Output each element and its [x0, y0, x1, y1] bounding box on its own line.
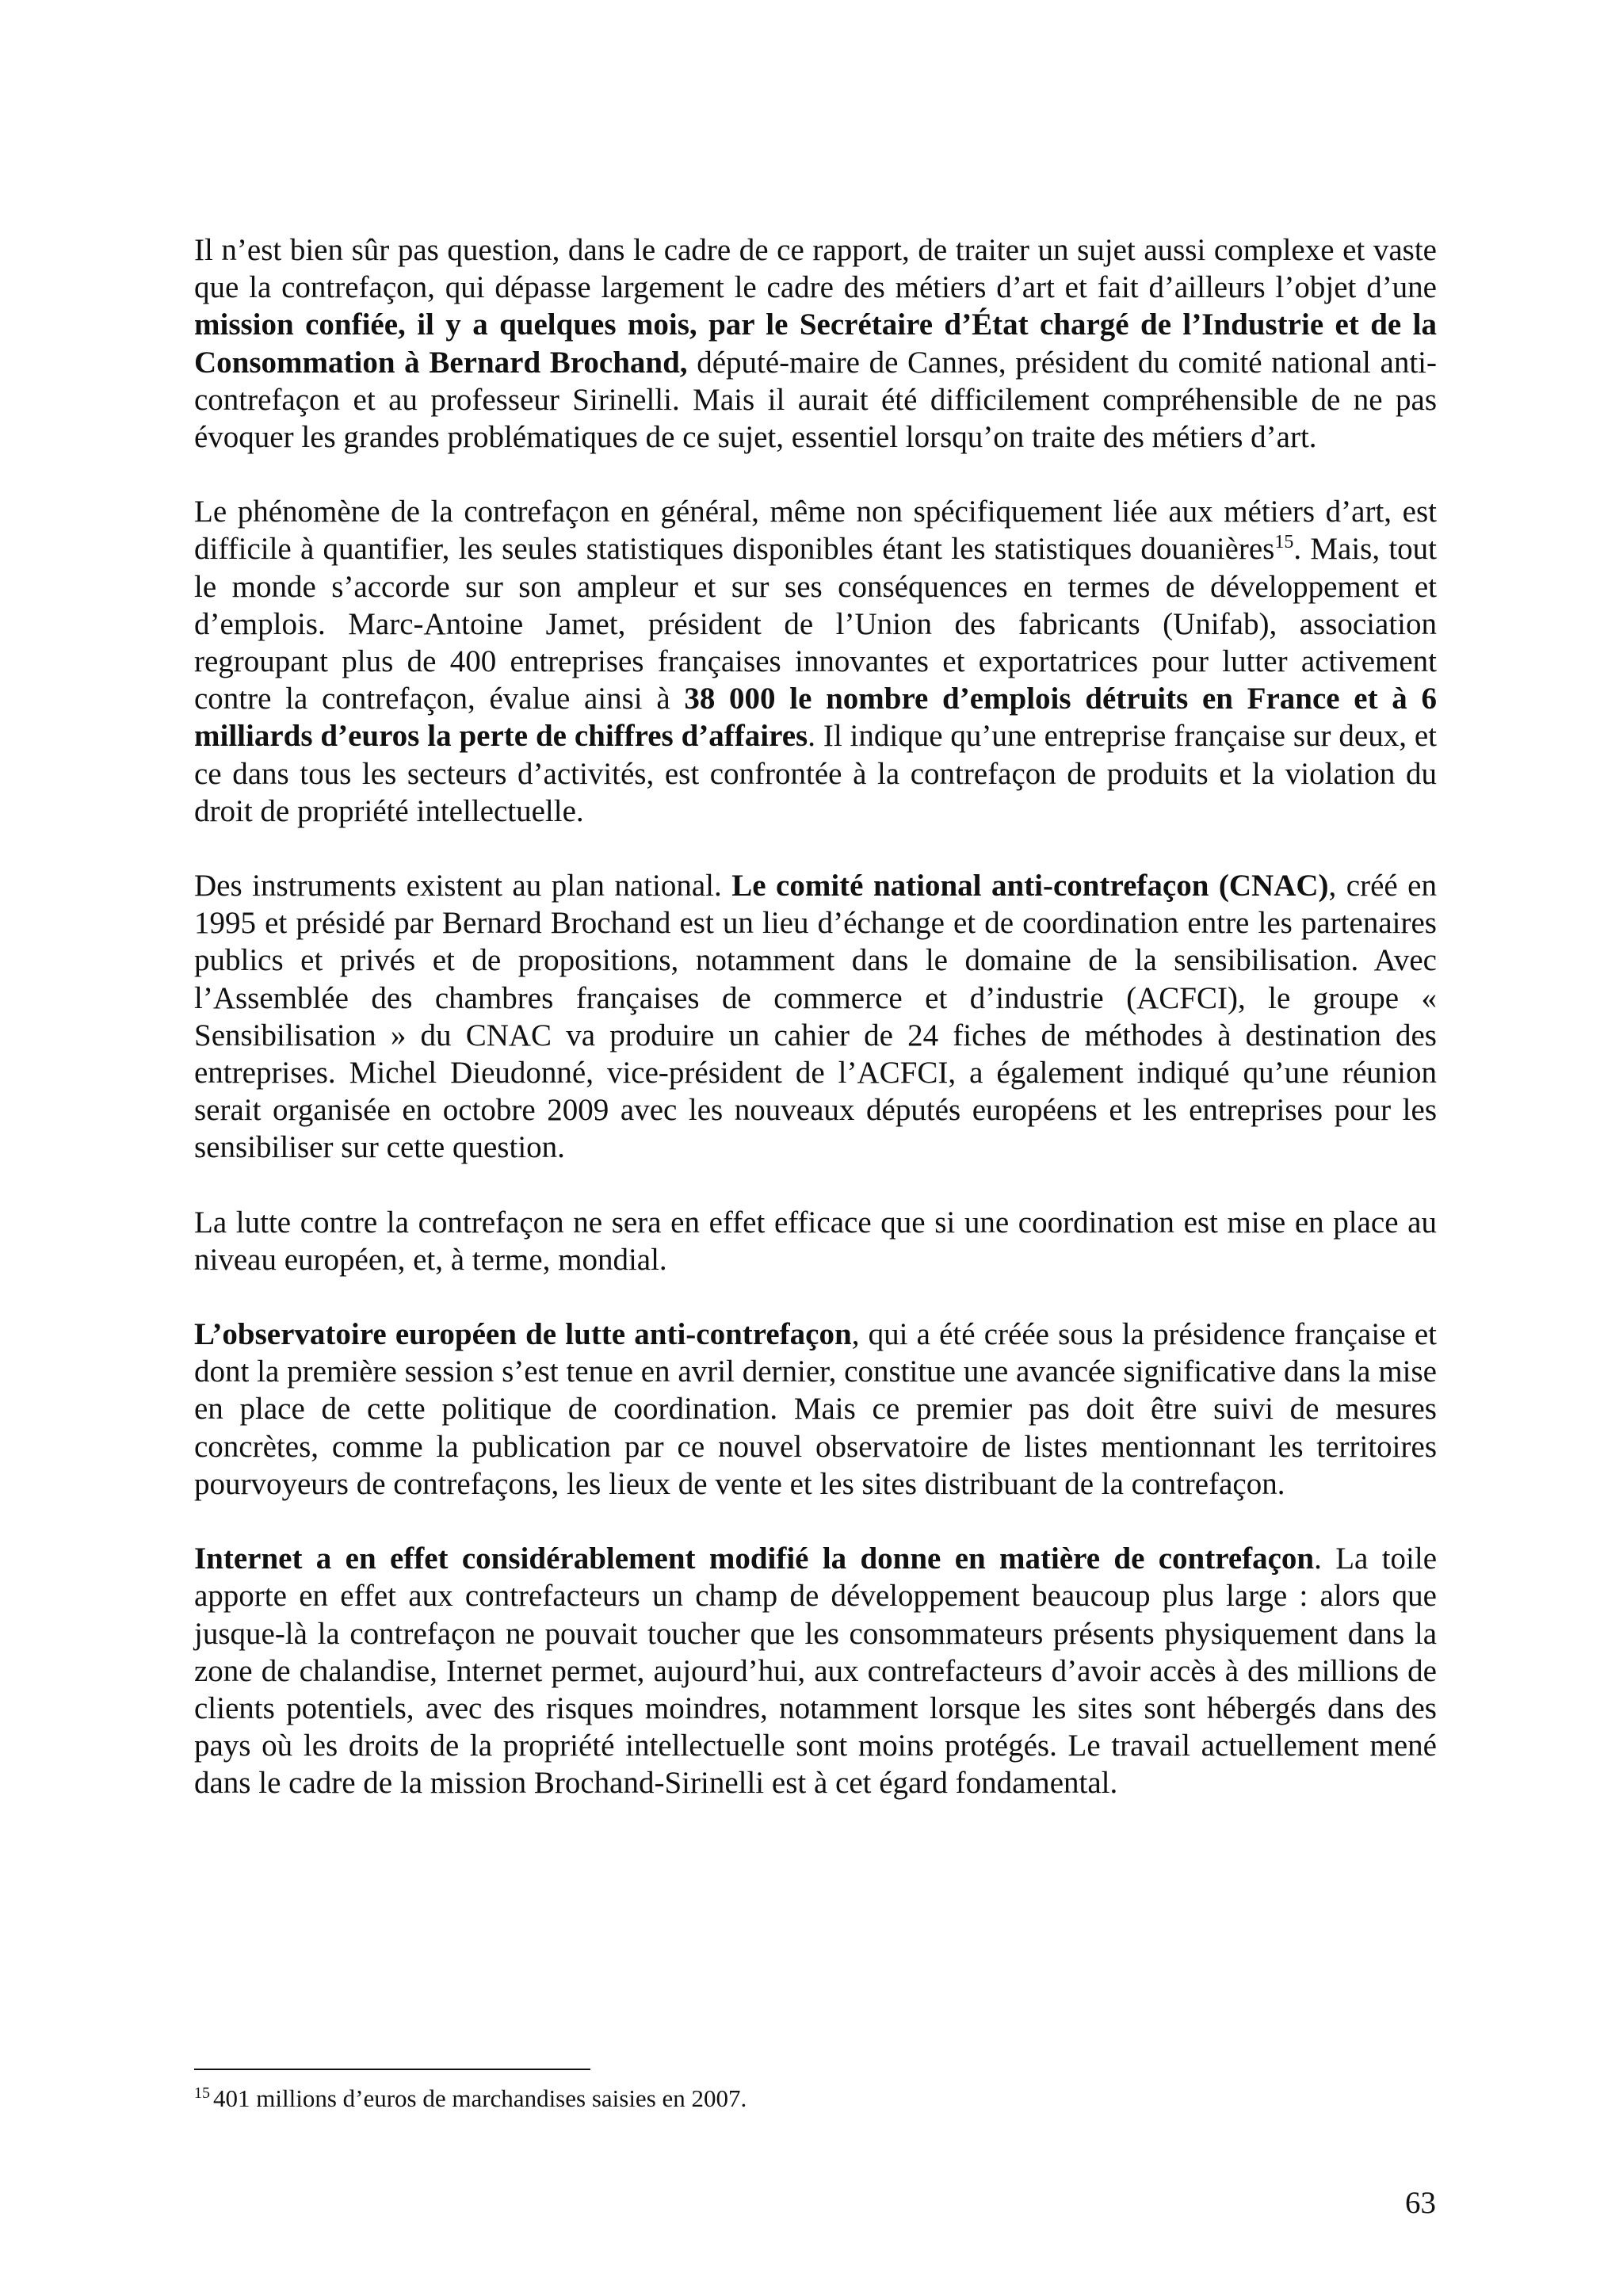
- paragraph-1: [194, 231, 1437, 456]
- footnote-text: 401 millions d’euros de marchandises saisies en 2007.: [213, 2084, 747, 2112]
- text-run: . Il indique qu’une entreprise française sur deux, et ce dans tous les secteurs d’activités, est confrontée à la contrefaçon de produits et la violation du droit de propriété intellectuelle.: [194, 719, 1437, 828]
- bold-text: Le comité national anti-contrefaçon (CNAC): [731, 869, 1329, 904]
- text-run: La lutte contre la contrefaçon ne sera en effet efficace que si une coordination est mise en place au niveau européen, et, à terme, mondial.: [194, 1205, 1437, 1277]
- bold-text: Internet a en effet considérablement modifié la donne en matière de contrefaçon: [194, 1541, 1315, 1576]
- text-run: Il n’est bien sûr pas question, dans le cadre de ce rapport, de traiter un sujet aussi complexe et vaste que la contrefaçon, qui dépasse largement le cadre des métiers d’art et fait d’ailleurs l’objet d’une: [194, 233, 1437, 305]
- paragraph-3: [194, 867, 1437, 1167]
- page-number: 63: [1405, 2186, 1436, 2220]
- text-run: député-maire de Cannes, président du comité national anti-contrefaçon et au professeur Sirinelli. Mais il aurait été difficilement compréhensible de ne pas évoquer les grandes problématiques de ce sujet, essentiel lorsqu’on traite des métiers d’art.: [194, 345, 1437, 455]
- bold-text: L’observatoire européen de lutte anti-contrefaçon: [194, 1317, 852, 1352]
- body-text: [194, 231, 1437, 1839]
- footnote: [194, 2083, 1437, 2115]
- paragraph-4: [194, 1204, 1437, 1278]
- text-run: , qui a été créée sous la présidence française et dont la première session s’est tenue en avril dernier, constitue une avancée significative dans la mise en place de cette politique de coordination. Mais ce premier pas doit être suivi de mesures concrètes, comme la publication par ce nouvel observatoire de listes mentionnant les territoires pourvoyeurs de contrefaçons, les lieux de vente et les sites distribuant de la contrefaçon.: [194, 1317, 1438, 1501]
- paragraph-5: [194, 1316, 1437, 1503]
- text-run: Le phénomène de la contrefaçon en général, même non spécifiquement liée aux métiers d’art, est difficile à quantifier, les seules statistiques disponibles étant les statistiques douanières: [194, 495, 1437, 567]
- paragraph-6: [194, 1540, 1437, 1801]
- text-run: . La toile apporte en effet aux contrefacteurs un champ de développement beaucoup plus large : alors que jusque-là la contrefaçon ne pouvait toucher que les consommateurs présents physiquement dans la zone de chalandise, Internet permet, aujourd’hui, aux contrefacteurs d’avoir accès à des millions de clients potentiels, avec des risques moindres, notamment lorsque les sites sont hébergés dans des pays où les droits de la propriété intellectuelle sont moins protégés. Le travail actuellement mené dans le cadre de la mission Brochand-Sirinelli est à cet égard fondamental.: [194, 1541, 1438, 1801]
- footnote-reference: 15: [1274, 532, 1294, 553]
- bold-text: mission confiée, il y a quelques mois, par le Secrétaire d’État chargé de l’Industrie et de la Consommation à Bernard Brochand,: [194, 308, 1437, 380]
- text-run: . Mais, tout le monde s’accorde sur son ampleur et sur ses conséquences en termes de développement et d’emplois. Marc-Antoine Jamet, président de l’Union des fabricants (Unifab), association regroupant plus de 400 entreprises françaises innovantes et exportatrices pour lutter activement contre la contrefaçon, évalue ainsi à: [194, 532, 1437, 716]
- footnote-marker: 15: [194, 2084, 210, 2102]
- text-run: , créé en 1995 et présidé par Bernard Brochand est un lieu d’échange et de coordination entre les partenaires publics et privés et de propositions, notamment dans le domaine de la sensibilisation. Avec l’Assemblée des chambres françaises de commerce et d’industrie (ACFCI), le groupe « Sensibilisation » du CNAC va produire un cahier de 24 fiches de méthodes à destination des entreprises. Michel Dieudonné, vice-président de l’ACFCI, a également indiqué qu’une réunion serait organisée en octobre 2009 avec les nouveaux députés européens et les entreprises pour les sensibiliser sur cette question.: [194, 869, 1437, 1165]
- footnote-separator: [194, 2069, 590, 2070]
- paragraph-2: [194, 493, 1437, 830]
- text-run: Des instruments existent au plan national.: [194, 869, 732, 904]
- bold-text: 38 000 le nombre d’emplois détruits en France et à 6 milliards d’euros la perte de chiffres d’affaires: [194, 682, 1437, 754]
